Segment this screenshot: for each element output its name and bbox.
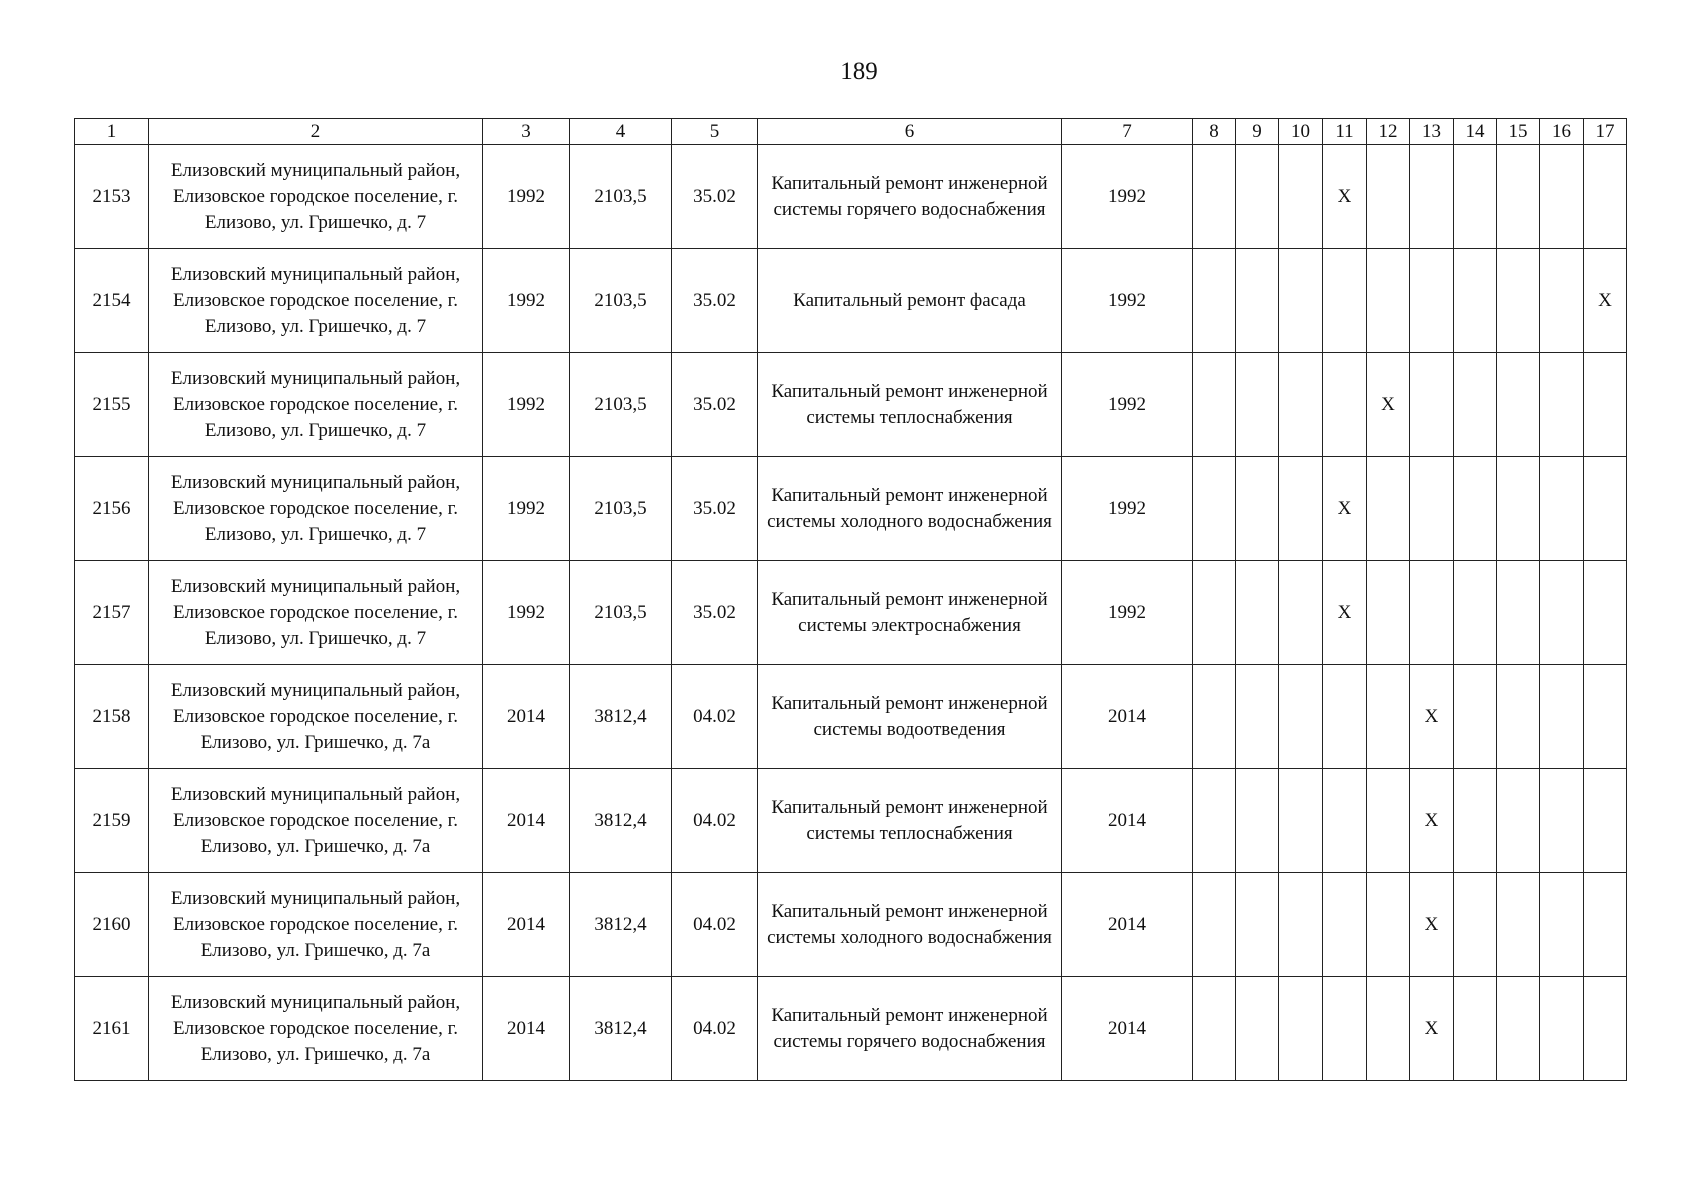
year-built-cell: 1992: [483, 353, 570, 457]
period-mark-col-17: [1584, 977, 1627, 1081]
code-cell: 35.02: [672, 145, 758, 249]
column-header-17: 17: [1584, 119, 1627, 145]
capital-repair-table: [74, 118, 1627, 1081]
period-mark-col-11: X: [1323, 561, 1367, 665]
period-mark-col-12: [1367, 561, 1410, 665]
row-number-cell: 2154: [75, 249, 149, 353]
code-cell: 35.02: [672, 353, 758, 457]
period-mark-col-9: [1236, 769, 1279, 873]
period-mark-col-10: [1279, 977, 1323, 1081]
address-cell: Елизовский муниципальный район, Елизовское городское поселение, г. Елизово, ул. Гришечко, д. 7: [149, 353, 483, 457]
year-built-cell: 1992: [483, 457, 570, 561]
year-cell: 2014: [1062, 769, 1193, 873]
address-cell: Елизовский муниципальный район, Елизовское городское поселение, г. Елизово, ул. Гришечко, д. 7а: [149, 665, 483, 769]
period-mark-col-16: [1540, 145, 1584, 249]
column-header-11: 11: [1323, 119, 1367, 145]
table-body: [75, 119, 1627, 1081]
area-cell: 2103,5: [570, 457, 672, 561]
column-header-12: 12: [1367, 119, 1410, 145]
period-mark-col-13: [1410, 561, 1454, 665]
period-mark-col-15: [1497, 249, 1540, 353]
table-row: [75, 249, 1627, 353]
row-number-cell: 2160: [75, 873, 149, 977]
period-mark-col-10: [1279, 769, 1323, 873]
column-header-9: 9: [1236, 119, 1279, 145]
period-mark-col-16: [1540, 769, 1584, 873]
period-mark-col-9: [1236, 457, 1279, 561]
period-mark-col-8: [1193, 977, 1236, 1081]
period-mark-col-16: [1540, 457, 1584, 561]
year-built-cell: 1992: [483, 249, 570, 353]
period-mark-col-9: [1236, 145, 1279, 249]
period-mark-col-14: [1454, 873, 1497, 977]
address-cell: Елизовский муниципальный район, Елизовское городское поселение, г. Елизово, ул. Гришечко, д. 7а: [149, 873, 483, 977]
period-mark-col-8: [1193, 561, 1236, 665]
period-mark-col-12: [1367, 665, 1410, 769]
period-mark-col-16: [1540, 977, 1584, 1081]
period-mark-col-11: [1323, 977, 1367, 1081]
period-mark-col-11: X: [1323, 457, 1367, 561]
column-header-7: 7: [1062, 119, 1193, 145]
period-mark-col-9: [1236, 249, 1279, 353]
period-mark-col-8: [1193, 353, 1236, 457]
address-cell: Елизовский муниципальный район, Елизовское городское поселение, г. Елизово, ул. Гришечко, д. 7: [149, 145, 483, 249]
period-mark-col-8: [1193, 249, 1236, 353]
year-cell: 1992: [1062, 249, 1193, 353]
row-number-cell: 2158: [75, 665, 149, 769]
period-mark-col-11: [1323, 353, 1367, 457]
row-number-cell: 2153: [75, 145, 149, 249]
period-mark-col-15: [1497, 769, 1540, 873]
column-header-5: 5: [672, 119, 758, 145]
period-mark-col-10: [1279, 561, 1323, 665]
column-header-1: 1: [75, 119, 149, 145]
year-cell: 1992: [1062, 353, 1193, 457]
address-cell: Елизовский муниципальный район, Елизовское городское поселение, г. Елизово, ул. Гришечко, д. 7: [149, 457, 483, 561]
period-mark-col-14: [1454, 561, 1497, 665]
period-mark-col-15: [1497, 561, 1540, 665]
year-built-cell: 1992: [483, 561, 570, 665]
column-header-8: 8: [1193, 119, 1236, 145]
year-cell: 2014: [1062, 665, 1193, 769]
period-mark-col-16: [1540, 665, 1584, 769]
period-mark-col-17: [1584, 873, 1627, 977]
period-mark-col-15: [1497, 977, 1540, 1081]
table-row: [75, 977, 1627, 1081]
column-header-6: 6: [758, 119, 1062, 145]
area-cell: 2103,5: [570, 249, 672, 353]
period-mark-col-8: [1193, 873, 1236, 977]
work-type-cell: Капитальный ремонт инженерной системы холодного водоснабжения: [758, 873, 1062, 977]
table-header-row: [75, 119, 1627, 145]
period-mark-col-11: [1323, 769, 1367, 873]
address-cell: Елизовский муниципальный район, Елизовское городское поселение, г. Елизово, ул. Гришечко, д. 7: [149, 249, 483, 353]
period-mark-col-12: [1367, 145, 1410, 249]
area-cell: 3812,4: [570, 665, 672, 769]
period-mark-col-10: [1279, 249, 1323, 353]
period-mark-col-9: [1236, 561, 1279, 665]
work-type-cell: Капитальный ремонт инженерной системы теплоснабжения: [758, 769, 1062, 873]
column-header-10: 10: [1279, 119, 1323, 145]
column-header-15: 15: [1497, 119, 1540, 145]
table-row: [75, 769, 1627, 873]
period-mark-col-17: [1584, 457, 1627, 561]
year-cell: 2014: [1062, 873, 1193, 977]
period-mark-col-10: [1279, 457, 1323, 561]
work-type-cell: Капитальный ремонт инженерной системы горячего водоснабжения: [758, 145, 1062, 249]
period-mark-col-9: [1236, 873, 1279, 977]
area-cell: 3812,4: [570, 977, 672, 1081]
period-mark-col-13: X: [1410, 769, 1454, 873]
period-mark-col-13: X: [1410, 977, 1454, 1081]
code-cell: 04.02: [672, 769, 758, 873]
column-header-4: 4: [570, 119, 672, 145]
period-mark-col-15: [1497, 145, 1540, 249]
column-header-16: 16: [1540, 119, 1584, 145]
period-mark-col-11: X: [1323, 145, 1367, 249]
period-mark-col-14: [1454, 353, 1497, 457]
period-mark-col-13: X: [1410, 873, 1454, 977]
row-number-cell: 2155: [75, 353, 149, 457]
period-mark-col-9: [1236, 665, 1279, 769]
table-row: [75, 457, 1627, 561]
period-mark-col-16: [1540, 353, 1584, 457]
period-mark-col-13: [1410, 353, 1454, 457]
code-cell: 04.02: [672, 665, 758, 769]
row-number-cell: 2159: [75, 769, 149, 873]
period-mark-col-16: [1540, 873, 1584, 977]
page-number: 189: [840, 58, 878, 85]
code-cell: 35.02: [672, 249, 758, 353]
period-mark-col-15: [1497, 665, 1540, 769]
period-mark-col-17: [1584, 145, 1627, 249]
period-mark-col-15: [1497, 353, 1540, 457]
work-type-cell: Капитальный ремонт инженерной системы водоотведения: [758, 665, 1062, 769]
period-mark-col-11: [1323, 665, 1367, 769]
period-mark-col-14: [1454, 977, 1497, 1081]
period-mark-col-8: [1193, 769, 1236, 873]
period-mark-col-8: [1193, 145, 1236, 249]
period-mark-col-14: [1454, 145, 1497, 249]
period-mark-col-14: [1454, 249, 1497, 353]
column-header-3: 3: [483, 119, 570, 145]
row-number-cell: 2161: [75, 977, 149, 1081]
period-mark-col-10: [1279, 353, 1323, 457]
code-cell: 04.02: [672, 873, 758, 977]
period-mark-col-9: [1236, 353, 1279, 457]
period-mark-col-12: [1367, 769, 1410, 873]
area-cell: 2103,5: [570, 561, 672, 665]
period-mark-col-17: X: [1584, 249, 1627, 353]
table-row: [75, 145, 1627, 249]
period-mark-col-15: [1497, 873, 1540, 977]
period-mark-col-12: [1367, 457, 1410, 561]
area-cell: 3812,4: [570, 873, 672, 977]
area-cell: 3812,4: [570, 769, 672, 873]
period-mark-col-16: [1540, 561, 1584, 665]
period-mark-col-13: [1410, 457, 1454, 561]
period-mark-col-13: [1410, 249, 1454, 353]
period-mark-col-10: [1279, 145, 1323, 249]
period-mark-col-17: [1584, 769, 1627, 873]
year-cell: 1992: [1062, 561, 1193, 665]
period-mark-col-12: [1367, 977, 1410, 1081]
table-row: [75, 665, 1627, 769]
period-mark-col-12: X: [1367, 353, 1410, 457]
year-built-cell: 2014: [483, 769, 570, 873]
period-mark-col-17: [1584, 353, 1627, 457]
code-cell: 04.02: [672, 977, 758, 1081]
row-number-cell: 2157: [75, 561, 149, 665]
period-mark-col-14: [1454, 457, 1497, 561]
year-built-cell: 1992: [483, 145, 570, 249]
period-mark-col-10: [1279, 873, 1323, 977]
area-cell: 2103,5: [570, 353, 672, 457]
year-built-cell: 2014: [483, 977, 570, 1081]
code-cell: 35.02: [672, 561, 758, 665]
work-type-cell: Капитальный ремонт инженерной системы холодного водоснабжения: [758, 457, 1062, 561]
address-cell: Елизовский муниципальный район, Елизовское городское поселение, г. Елизово, ул. Гришечко, д. 7: [149, 561, 483, 665]
year-built-cell: 2014: [483, 873, 570, 977]
period-mark-col-12: [1367, 249, 1410, 353]
period-mark-col-15: [1497, 457, 1540, 561]
address-cell: Елизовский муниципальный район, Елизовское городское поселение, г. Елизово, ул. Гришечко, д. 7а: [149, 769, 483, 873]
year-cell: 1992: [1062, 457, 1193, 561]
period-mark-col-16: [1540, 249, 1584, 353]
period-mark-col-14: [1454, 769, 1497, 873]
year-cell: 2014: [1062, 977, 1193, 1081]
period-mark-col-17: [1584, 561, 1627, 665]
column-header-13: 13: [1410, 119, 1454, 145]
work-type-cell: Капитальный ремонт инженерной системы теплоснабжения: [758, 353, 1062, 457]
period-mark-col-13: [1410, 145, 1454, 249]
period-mark-col-11: [1323, 873, 1367, 977]
period-mark-col-10: [1279, 665, 1323, 769]
period-mark-col-12: [1367, 873, 1410, 977]
year-cell: 1992: [1062, 145, 1193, 249]
address-cell: Елизовский муниципальный район, Елизовское городское поселение, г. Елизово, ул. Гришечко, д. 7а: [149, 977, 483, 1081]
work-type-cell: Капитальный ремонт фасада: [758, 249, 1062, 353]
column-header-14: 14: [1454, 119, 1497, 145]
row-number-cell: 2156: [75, 457, 149, 561]
period-mark-col-14: [1454, 665, 1497, 769]
period-mark-col-8: [1193, 457, 1236, 561]
table-row: [75, 873, 1627, 977]
year-built-cell: 2014: [483, 665, 570, 769]
period-mark-col-9: [1236, 977, 1279, 1081]
area-cell: 2103,5: [570, 145, 672, 249]
period-mark-col-17: [1584, 665, 1627, 769]
table-row: [75, 353, 1627, 457]
period-mark-col-11: [1323, 249, 1367, 353]
period-mark-col-8: [1193, 665, 1236, 769]
code-cell: 35.02: [672, 457, 758, 561]
work-type-cell: Капитальный ремонт инженерной системы горячего водоснабжения: [758, 977, 1062, 1081]
work-type-cell: Капитальный ремонт инженерной системы электроснабжения: [758, 561, 1062, 665]
period-mark-col-13: X: [1410, 665, 1454, 769]
table-row: [75, 561, 1627, 665]
column-header-2: 2: [149, 119, 483, 145]
